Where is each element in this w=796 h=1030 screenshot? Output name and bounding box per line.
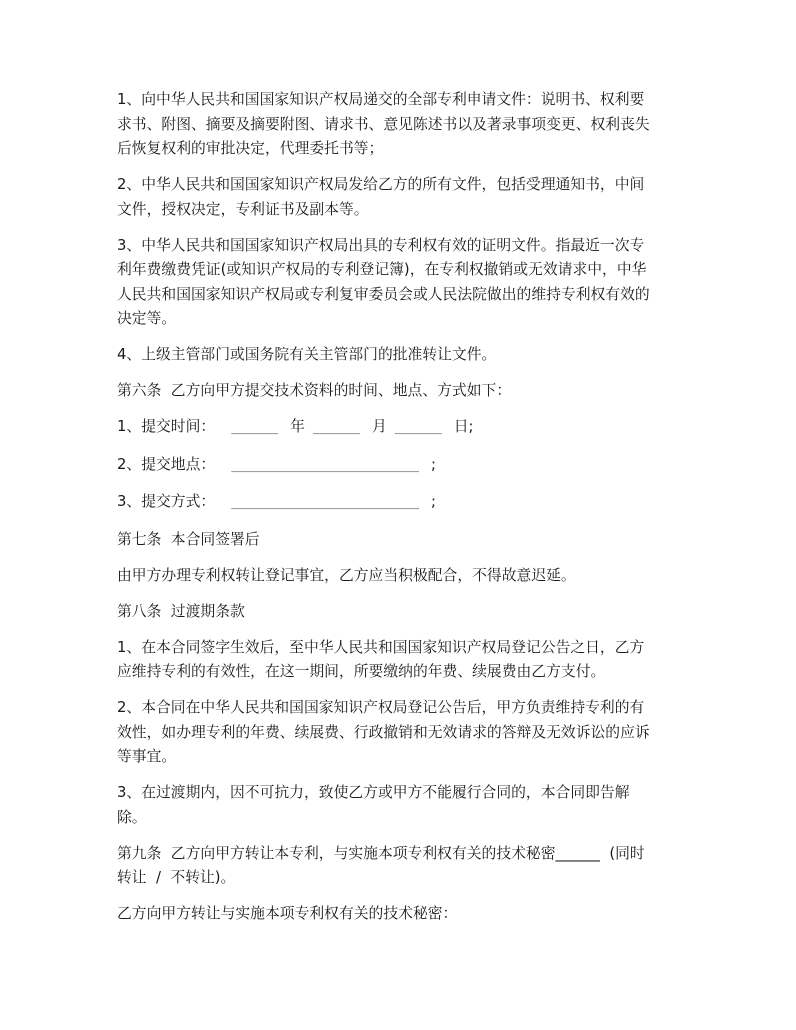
submit-place-label: 2、提交地点： xyxy=(117,455,216,473)
paragraph-approval-documents xyxy=(117,343,687,368)
submit-time-label: 1、提交时间： xyxy=(117,418,216,435)
paragraph-transition-2 xyxy=(117,696,687,770)
text-line: 由甲方办理专利权转让登记事宜，乙方应当积极配合，不得故意迟延。 xyxy=(117,566,576,584)
submit-place-end: ; xyxy=(431,455,437,473)
text-line: 第九条 乙方向甲方转让本专利，与实施本项专利权有关的技术秘密______ (同时 xyxy=(117,844,645,862)
month-label: 月 xyxy=(371,418,387,435)
text-line: 2、本合同在中华人民共和国国家知识产权局登记公告后，甲方负责维持专利的有 xyxy=(117,699,645,716)
article-6-heading xyxy=(117,379,687,404)
article-9 xyxy=(117,842,687,891)
submit-method-row xyxy=(117,490,687,515)
text-line: 1、在本合同签字生效后，至中华人民共和国国家知识产权局登记公告之日，乙方 xyxy=(117,638,645,656)
text-line: 求书、附图、摘要及摘要附图、请求书、意见陈述书以及著录事项变更、权利丧失 xyxy=(117,115,650,133)
text-line: 应维持专利的有效性，在这一期间，所要缴纳的年费、续展费由乙方支付。 xyxy=(117,663,606,680)
day-blank: ______ xyxy=(394,420,442,435)
submit-method-blank: ________________________ xyxy=(231,495,420,510)
paragraph-transition-1 xyxy=(117,636,687,685)
paragraph-transition-3 xyxy=(117,781,687,830)
article-8-heading xyxy=(117,600,687,625)
text-line: 人民共和国国家知识产权局或专利复审委员会或人民法院做出的维持专利权有效的 xyxy=(117,285,650,303)
text-line: 第六条 乙方向甲方提交技术资料的时间、地点、方式如下： xyxy=(117,382,512,399)
article-7-heading xyxy=(117,528,687,553)
paragraph-issued-documents xyxy=(117,173,687,222)
text-line: 决定等。 xyxy=(117,310,177,327)
submit-method-label: 3、提交方式： xyxy=(117,493,216,510)
text-line: 2、中华人民共和国国家知识产权局发给乙方的所有文件，包括受理通知书，中间 xyxy=(117,176,645,193)
text-line: 3、中华人民共和国国家知识产权局出具的专利权有效的证明文件。指最近一次专 xyxy=(117,236,645,254)
month-blank: ______ xyxy=(312,420,360,435)
text-line: 除。 xyxy=(117,808,147,826)
text-line: 第七条 本合同签署后 xyxy=(117,530,260,548)
paragraph-validity-proof xyxy=(117,234,687,332)
submit-method-end: ; xyxy=(431,493,437,510)
text-line: 乙方向甲方转让与实施本项专利权有关的技术秘密： xyxy=(117,905,458,922)
year-label: 年 xyxy=(290,418,305,435)
contract-page xyxy=(117,88,687,938)
text-line: 4、上级主管部门或国务院有关主管部门的批准转让文件。 xyxy=(117,346,497,363)
article-7-body xyxy=(117,564,687,589)
text-line: 转让 / 不转让)。 xyxy=(117,869,236,886)
text-line: 3、在过渡期内，因不可抗力，致使乙方或甲方不能履行合同的，本合同即告解 xyxy=(117,784,630,801)
text-line: 效性，如办理专利的年费、续展费、行政撤销和无效请求的答辩及无效诉讼的应诉 xyxy=(117,723,650,741)
text-line: 文件，授权决定，专利证书及副本等。 xyxy=(117,200,369,218)
year-blank: ______ xyxy=(231,420,279,435)
text-line: 利年费缴费凭证(或知识产权局的专利登记簿)，在专利权撤销或无效请求中，中华 xyxy=(117,261,647,278)
text-line: 等事宜。 xyxy=(117,748,177,765)
paragraph-technical-secrets xyxy=(117,902,687,927)
submit-place-blank: ________________________ xyxy=(231,457,420,473)
paragraph-application-documents xyxy=(117,88,687,162)
text-line: 后恢复权利的审批决定，代理委托书等； xyxy=(117,140,384,157)
text-line: 1、向中华人民共和国国家知识产权局递交的全部专利申请文件：说明书、权利要 xyxy=(117,91,645,108)
submit-time-row xyxy=(117,415,687,440)
day-label: 日; xyxy=(453,418,474,435)
text-line: 第八条 过渡期条款 xyxy=(117,602,245,620)
submit-place-row xyxy=(117,453,687,478)
